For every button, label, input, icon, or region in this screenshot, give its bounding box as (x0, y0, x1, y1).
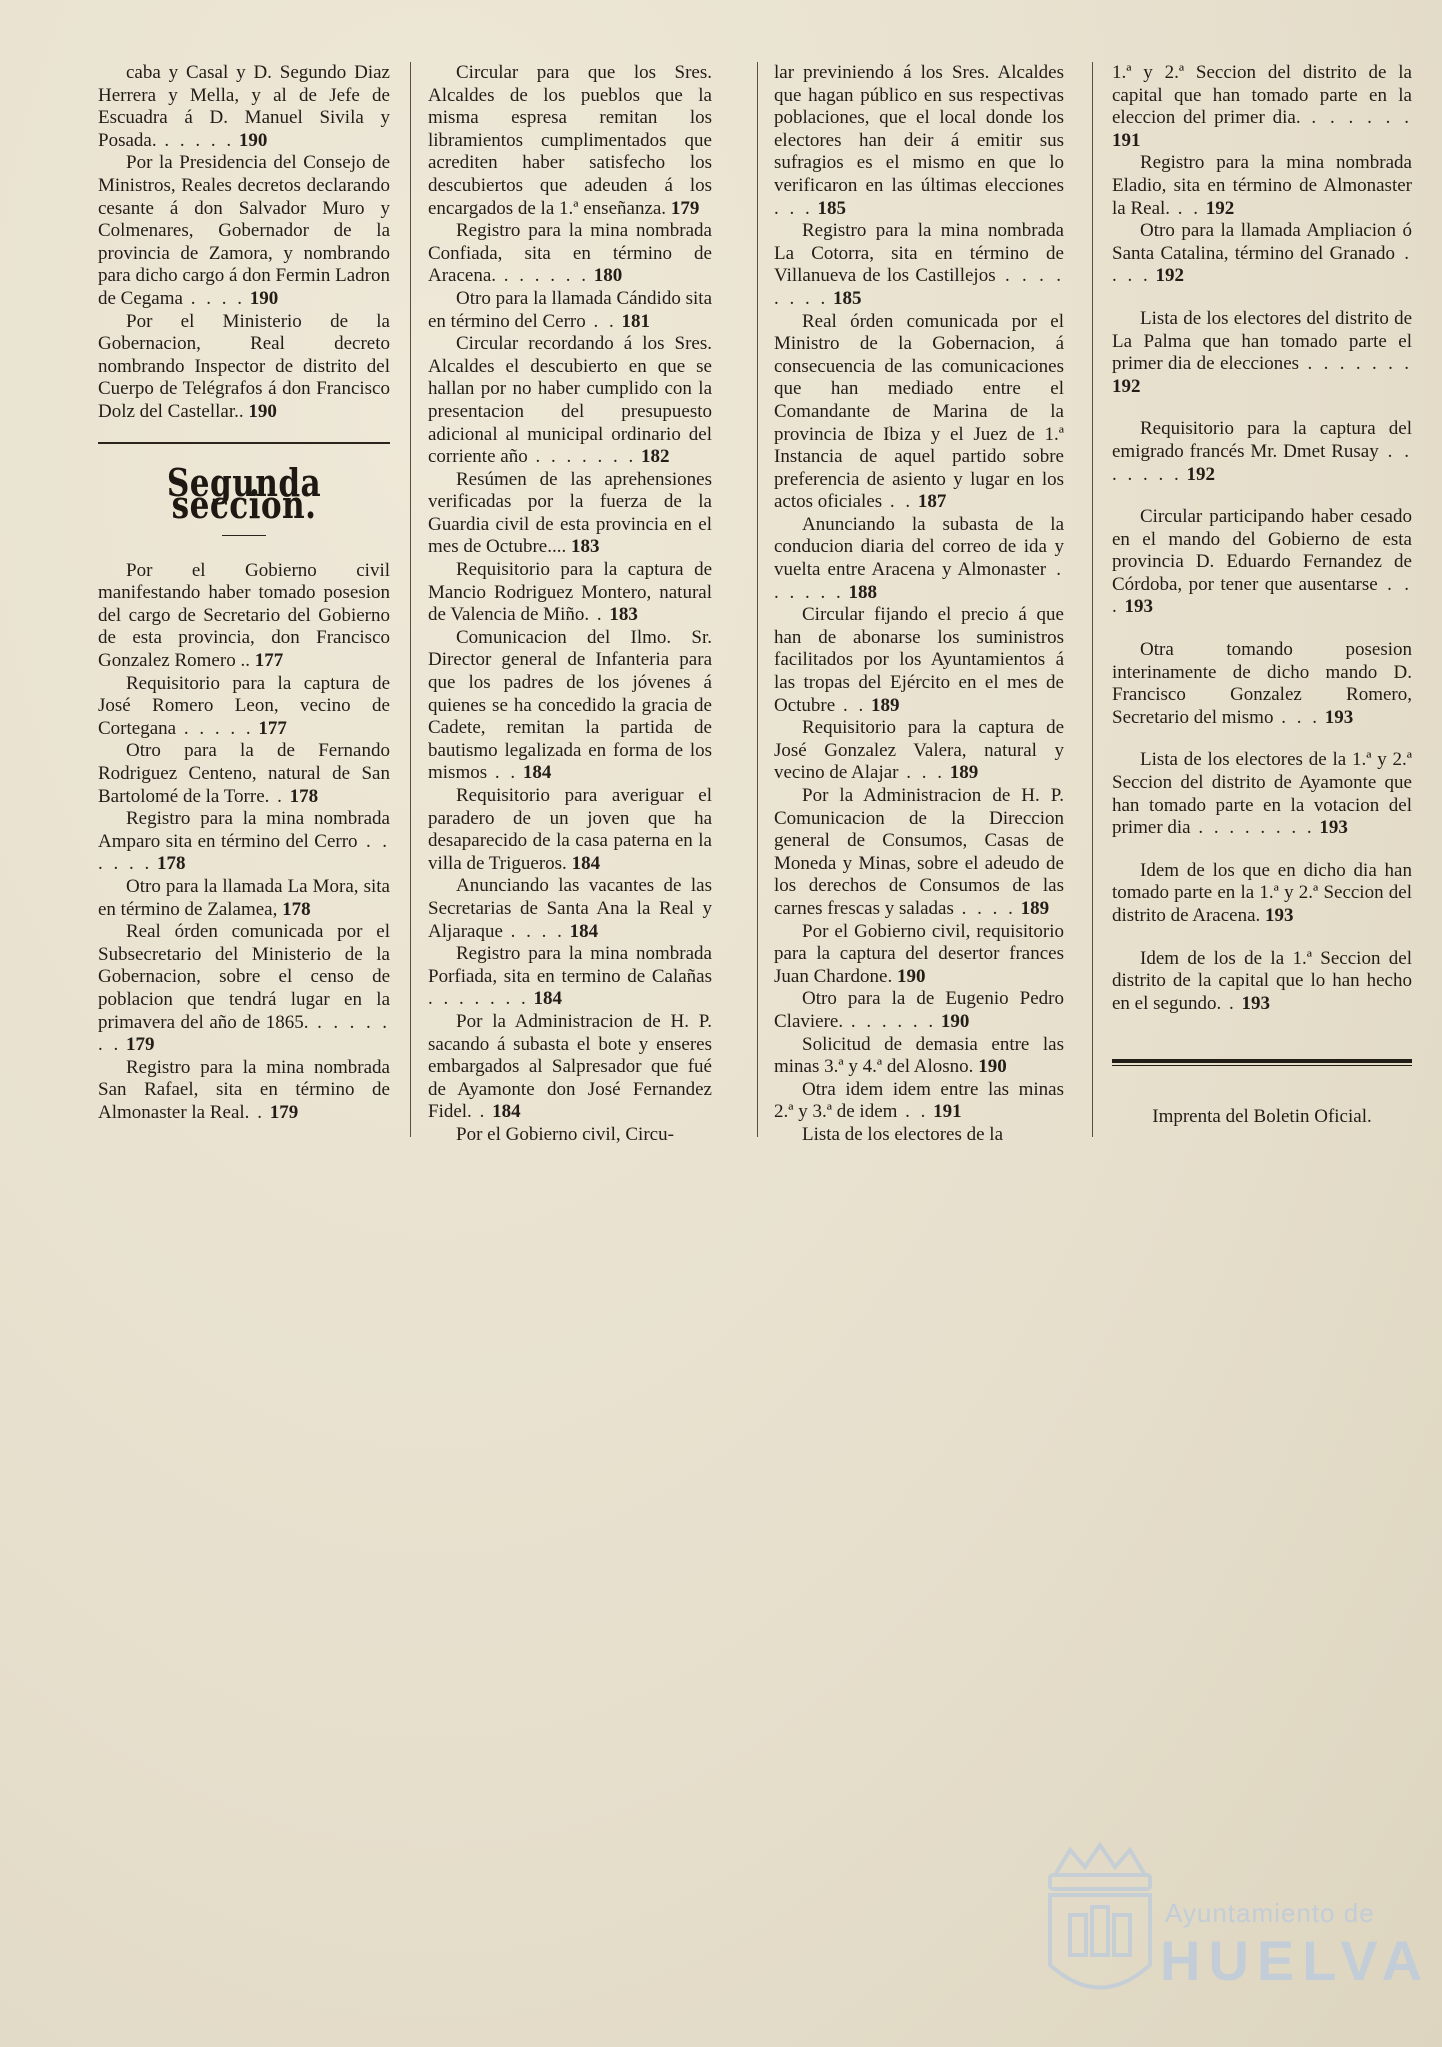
dot-leader: . . . . (182, 287, 245, 309)
entry-text: Otra idem idem entre las minas 2.ª y 3.ª de idem (774, 1078, 1064, 1123)
index-entry (98, 1057, 390, 1125)
closing-rule-thick (1112, 1059, 1412, 1063)
index-entry (98, 560, 390, 673)
entry-text: Lista de los electores de la 1.ª y 2.ª Seccion del distrito de Ayamonte que han tomado parte en la votacion del primer dia (1112, 749, 1412, 839)
dot-leader: . . . . . . (1300, 107, 1413, 129)
dot-leader: . . (1170, 197, 1202, 219)
entry-text: Por el Gobierno civil, requisitorio para la captura del desertor frances Juan Chardone. (774, 920, 1064, 987)
index-entry (98, 740, 390, 808)
page-number: 193 (1265, 905, 1294, 926)
dot-leader: . . . . . . . (428, 988, 529, 1010)
page-number: 190 (978, 1056, 1007, 1078)
entry-text: caba y Casal y D. Segundo Diaz Herrera y Mella, y al de Jefe de Escuadra á D. Manuel Sivila y Posada. (98, 62, 390, 151)
page-number: 177 (258, 717, 287, 739)
entry-text: Circular para que los Sres. Alcaldes de los pueblos que la misma espresa remitan los libramientos cumplimentados que acrediten haber satisfecho los descubiertos que adeuden á los encargados de la 1.ª enseñanza. (428, 62, 712, 219)
index-entry (774, 604, 1064, 717)
entry-text: Real órden comunicada por el Subsecretario del Ministerio de la Gobernacion, sobre el censo de poblacion que tendrá lugar en la primavera del año de 1865. (98, 921, 390, 1033)
dot-leader: . (471, 1101, 488, 1123)
index-entry (98, 921, 390, 1057)
page-number: 178 (157, 853, 186, 875)
entry-text: Requisitorio para la captura de Mancio Rodriguez Montero, natural de Valencia de Miño. (428, 559, 712, 626)
page-number: 193 (1124, 596, 1153, 618)
page-number: 181 (621, 310, 651, 332)
index-entry (1112, 948, 1412, 1016)
dot-leader: . . (897, 1101, 929, 1123)
entry-text: Por el Gobierno civil, Circu- (456, 1123, 674, 1145)
index-entry (428, 785, 712, 875)
page-number: 187 (917, 491, 947, 513)
index-entry (428, 627, 712, 785)
page-number: 192 (1205, 197, 1235, 219)
entry-text: Requisitorio para la captura de José Gonzalez Valera, natural y vecino de Alajar (774, 717, 1064, 784)
column-3-entries (774, 62, 1064, 1147)
column-4 (1112, 62, 1412, 1129)
index-entry (98, 673, 390, 741)
entry-text: Por la Administracion de H. P. sacando á subasta el bote y enseres embargados al Salpresador que fué de Ayamonte don José Fernandez Fidel. (428, 1010, 712, 1123)
column-2 (428, 62, 712, 1147)
entry-text: Idem de los de la 1.ª Seccion del distrito de la capital que lo han hecho en el segundo. (1112, 947, 1412, 1014)
dot-leader: . . (585, 310, 617, 332)
entry-text: Registro para la mina nombrada La Cotorra, sita en término de Villanueva de los Castillejos (774, 220, 1064, 287)
entry-text: Comunicacion del Ilmo. Sr. Director general de Infanteria para que los padres de los jóvenes á quienes se ha concedido la gracia de Cadete, remitan la partida de bautismo legalizada en forma de los mismos (428, 626, 712, 784)
page-number: 179 (269, 1101, 299, 1123)
column-2-entries (428, 62, 712, 1147)
page-number: 191 (1112, 129, 1141, 151)
page-number: 190 (896, 965, 926, 987)
index-entry (774, 220, 1064, 310)
entry-text: Otro para la de Fernando Rodriguez Centeno, natural de San Bartolomé de la Torre. (98, 740, 390, 807)
dot-leader: . . . . . (176, 717, 254, 739)
dot-leader: . . . . . . . . (1190, 817, 1315, 839)
index-entry (774, 1124, 1064, 1147)
dot-leader: . . (882, 491, 914, 513)
page-number: 183 (609, 604, 638, 626)
entry-text: Por el Gobierno civil manifestando haber tomado posesion del cargo de Secretario del Gobierno de esta provincia, don Francisco Gonzalez Romero .. (98, 559, 390, 672)
page-number: 179 (670, 197, 700, 219)
index-entry (774, 62, 1064, 220)
index-entry (428, 288, 712, 333)
watermark-line-2: HUELVA (1160, 1929, 1430, 1992)
page-number: 185 (833, 287, 862, 309)
dot-leader: . . . (1273, 706, 1320, 728)
page-number: 184 (492, 1101, 521, 1123)
dot-leader: . . . (898, 762, 946, 784)
page-number: 179 (126, 1034, 155, 1056)
page-number: 192 (1112, 375, 1141, 397)
page-number: 190 (940, 1010, 970, 1032)
index-entry (1112, 506, 1412, 619)
dot-leader: . . . . (1112, 242, 1412, 287)
index-entry (774, 311, 1064, 514)
closing-rule-thin (1112, 1065, 1412, 1066)
dot-leader: . . . . . . . (1112, 440, 1413, 485)
index-entry (98, 62, 390, 152)
entry-text: 1.ª y 2.ª Seccion del distrito de la capital que han tomado parte en la eleccion del primer dia. (1112, 62, 1412, 129)
page-number: 182 (640, 446, 670, 468)
page-number: 177 (254, 650, 284, 672)
index-entry (774, 921, 1064, 989)
entry-text: Anunciando la subasta de la conducion diaria del correo de ida y vuelta entre Aracena y Almonaster (774, 513, 1064, 581)
page-number: 190 (248, 400, 277, 422)
section-title: Segunda seccion. (166, 459, 322, 528)
entry-text: Requisitorio para la captura del emigrado francés Mr. Dmet Rusay (1112, 418, 1412, 462)
index-entry (98, 876, 390, 921)
imprint-line: Imprenta del Boletin Oficial. (1152, 1106, 1372, 1128)
entry-text: Por el Ministerio de la Gobernacion, Real decreto nombrando Inspector de distrito del Cuerpo de Telégrafos á don Francisco Dolz del Castellar.. (98, 310, 390, 422)
page-number: 193 (1241, 992, 1270, 1014)
entry-text: Registro para la mina nombrada Eladio, sita en término de Almonaster la Real. (1112, 152, 1412, 219)
index-entry (98, 152, 390, 310)
dot-leader: . . . (1112, 573, 1413, 618)
page-number: 183 (570, 536, 600, 558)
entry-text: Requisitorio para la captura de José Romero Leon, vecino de Cortegana (98, 672, 390, 739)
page-number: 192 (1155, 265, 1184, 287)
entry-text: Solicitud de demasia entre las minas 3.ª y 4.ª del Alosno. (774, 1033, 1064, 1078)
entry-text: Otro para la llamada La Mora, sita en término de Zalamea, (98, 876, 390, 920)
entry-text: Registro para la mina nombrada Porfiada, sita en termino de Calañas (428, 943, 712, 987)
dot-leader: . (249, 1101, 265, 1123)
dot-leader: . . . . . . . (98, 1011, 391, 1056)
page-number: 184 (533, 988, 562, 1010)
index-entry (774, 514, 1064, 604)
index-entry (428, 1011, 712, 1124)
index-entry (98, 808, 390, 876)
column-3 (774, 62, 1064, 1147)
dot-leader: . . . . . . . (527, 446, 637, 468)
page-number: 192 (1186, 463, 1215, 485)
index-entry (1112, 418, 1412, 486)
entry-text: lar previniendo á los Sres. Alcaldes que hagan público en sus respectivas poblaciones, que el local donde los electores han deir á emitir sus sufragios es el mismo en que lo verificaron en las últimas elecciones (774, 62, 1064, 196)
index-entry (1112, 62, 1412, 152)
dot-leader: . (1221, 992, 1237, 1014)
dot-leader: . . (487, 762, 519, 784)
index-entry (428, 333, 712, 469)
page-number: 188 (848, 581, 877, 603)
page-number: 190 (249, 287, 279, 309)
entry-text: Real órden comunicada por el Ministro de la Gobernacion, á consecuencia de las comunicaciones que han mediado entre el Comandante de Marina de la provincia de Ibiza y el Juez de 1.ª Instancia de aquel partido sobre preferencia de asiento y lugar en los actos oficiales (774, 310, 1064, 513)
entry-text: Lista de los electores de la (802, 1123, 1004, 1145)
dot-leader: . . . (774, 197, 813, 219)
column-4-entries (1112, 62, 1412, 1015)
page-number: 191 (933, 1101, 962, 1123)
entry-text: Requisitorio para averiguar el paradero de un joven que ha desaparecido de la casa paterna en la villa de Trigueros. (428, 785, 712, 874)
page-number: 178 (282, 898, 311, 920)
column-rule-3 (1092, 62, 1093, 1137)
page-number: 189 (870, 694, 900, 716)
page-number: 185 (817, 197, 846, 219)
dot-leader: . . . . (502, 920, 565, 942)
index-entry (428, 469, 712, 559)
dot-leader: . (589, 604, 605, 626)
index-entry (98, 311, 390, 424)
page-number: 189 (1020, 897, 1050, 919)
entry-text: Lista de los electores del distrito de La Palma que han tomado parte el primer dia de elecciones (1112, 307, 1412, 375)
dot-leader: . . . . . . (843, 1010, 937, 1032)
page-number: 193 (1324, 706, 1354, 728)
index-entry (1112, 749, 1412, 839)
section-divider (98, 442, 390, 444)
entry-text: Circular fijando el precio á que han de abonarse los suministros facilitados por los Ayuntamientos á las tropas del Ejército en el mes de Octubre (774, 604, 1064, 716)
dot-leader: . (269, 785, 285, 807)
index-entry (1112, 220, 1412, 288)
column-rule-2 (757, 62, 758, 1137)
entry-text: Por la Administracion de H. P. Comunicacion de la Direccion general de Consumos, Casas de Moneda y Minas, sobre el adeudo de los derechos de Consumos de las carnes frescas y saladas (774, 785, 1064, 919)
index-entry (774, 785, 1064, 921)
title-underline (222, 535, 266, 536)
dot-leader: . . . . . . . . (774, 265, 1065, 309)
entry-text: Por la Presidencia del Consejo de Ministros, Reales decretos declarando cesante á don Salvador Muro y Colmenares, Gobernador de la provincia de Zamora, y nombrando para dicho cargo á don Fermin Ladron de Cegama (98, 152, 390, 309)
index-entry (428, 62, 712, 220)
index-entry (774, 717, 1064, 785)
dot-leader: . . . . . . (496, 265, 590, 287)
entry-text: Anunciando las vacantes de las Secretarias de Santa Ana la Real y Aljaraque (428, 875, 712, 942)
page-number: 184 (522, 762, 552, 784)
index-entry (774, 988, 1064, 1033)
dot-leader: . . (835, 694, 867, 716)
page-number: 189 (949, 762, 979, 784)
dot-leader: . . . . (953, 897, 1016, 919)
index-entry (1112, 639, 1412, 729)
index-entry (1112, 308, 1412, 398)
entry-text: Otra tomando posesion interinamente de dicho mando D. Francisco Gonzalez Romero, Secretario del mismo (1112, 639, 1412, 728)
page-number: 184 (569, 920, 599, 942)
page-number: 184 (571, 852, 601, 874)
index-entry (774, 1079, 1064, 1124)
index-entry (428, 559, 712, 627)
dot-leader: . . . . . . (774, 559, 1064, 603)
column-1 (98, 62, 390, 1125)
page-number: 178 (289, 785, 319, 807)
entry-text: Otro para la llamada Cándido sita en término del Cerro (428, 287, 712, 332)
dot-leader: . . . . . . . (1299, 353, 1412, 375)
index-entry (428, 220, 712, 288)
entry-text: Otro para la llamada Ampliacion ó Santa Catalina, término del Granado (1112, 220, 1412, 264)
entry-text: Circular recordando á los Sres. Alcaldes el descubierto en que se hallan por no haber cumplido con la presentacion del presupuesto adicional al municipal ordinario del corriente año (428, 333, 712, 468)
page-number: 190 (238, 129, 268, 151)
entry-text: Resúmen de las aprehensiones verificadas por la fuerza de la Guardia civil de esta provincia en el mes de Octubre.... (428, 468, 712, 558)
watermark-line-1: Ayuntamiento de (1165, 1898, 1375, 1928)
index-entry (1112, 860, 1412, 928)
entry-text: Circular participando haber cesado en el mando del Gobierno de esta provincia D. Eduardo Fernandez de Córdoba, por tener que ausentarse (1112, 506, 1412, 595)
page-number: 180 (593, 265, 623, 287)
dot-leader: . . . . . . (98, 830, 391, 875)
entry-text: Idem de los que en dicho dia han tomado parte en la 1.ª y 2.ª Seccion del distrito de Aracena. (1112, 859, 1412, 926)
index-entry (428, 943, 712, 1011)
column-1-top-entries (98, 62, 390, 424)
index-entry (774, 1034, 1064, 1079)
entry-text: Registro para la mina nombrada Confiada, sita en término de Aracena. (428, 220, 712, 287)
entry-text: Otro para la de Eugenio Pedro Claviere. (774, 988, 1064, 1032)
dot-leader: . . . . . (156, 129, 235, 151)
entry-text: Registro para la mina nombrada Amparo sita en término del Cerro (98, 808, 390, 852)
index-entry (1112, 152, 1412, 220)
column-rule-1 (410, 62, 411, 1137)
column-1-bottom-entries (98, 560, 390, 1125)
page-number: 193 (1319, 817, 1348, 839)
index-entry (428, 875, 712, 943)
entry-text: Registro para la mina nombrada San Rafael, sita en término de Almonaster la Real. (98, 1056, 390, 1123)
index-entry (428, 1124, 712, 1147)
